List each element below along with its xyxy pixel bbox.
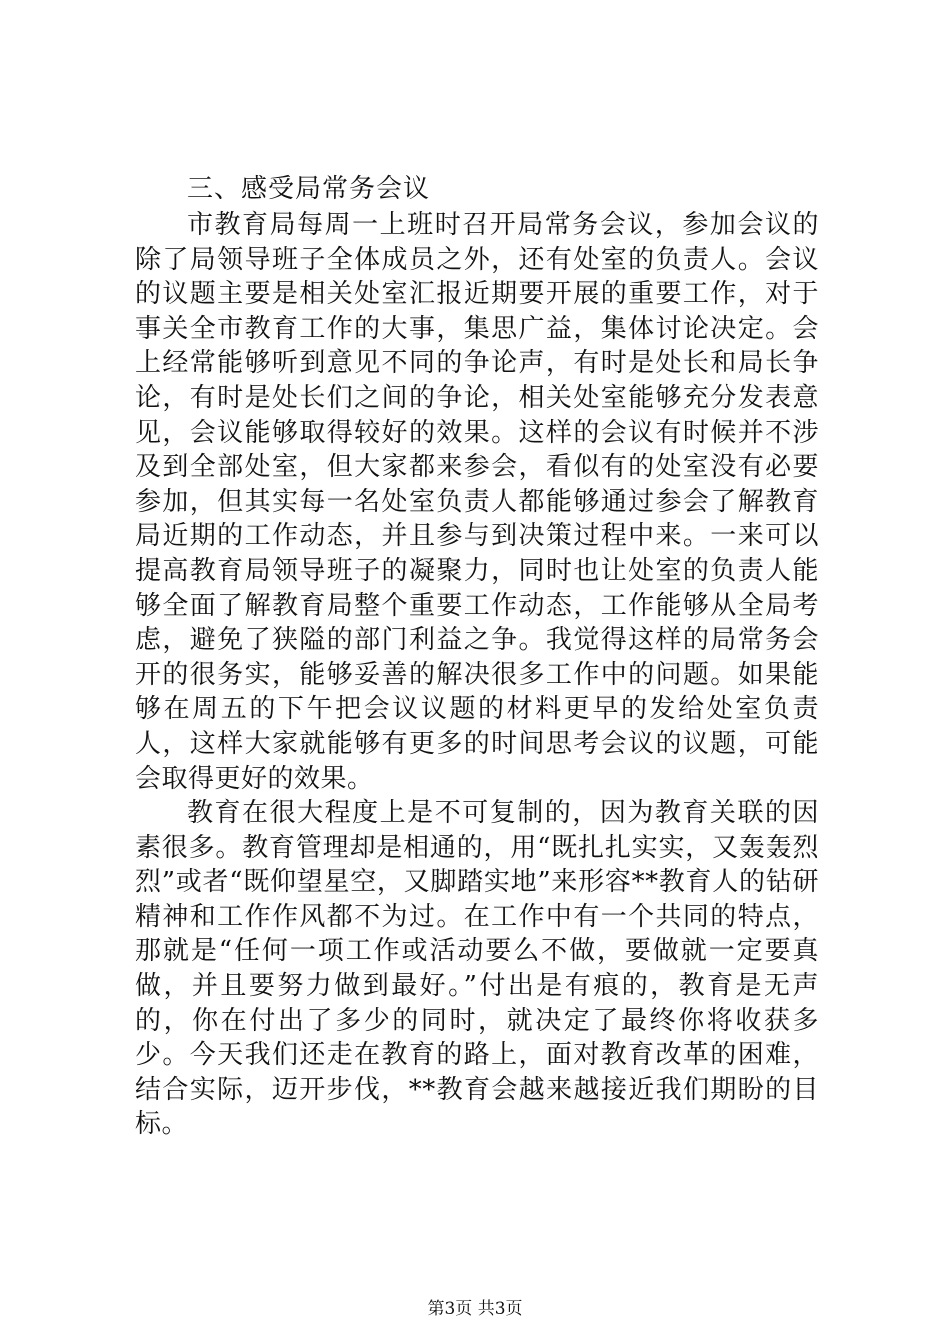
body-paragraph-1: 市教育局每周一上班时召开局常务会议，参加会议的除了局领导班子全体成员之外，还有处室的负责人。会议的议题主要是相关处室汇报近期要开展的重要工作，对于事关全市教育工作的大事，集思广益，集体讨论决定。会上经常能够听到意见不同的争论声，有时是处长和局长争论，有时是处长们之间的争论，相关处室能够充分发表意见，会议能够取得较好的效果。这样的会议有时候并不涉及到全部处室，但大家都来参会，看似有的处室没有必要参加，但其实每一名处室负责人都能够通过参会了解教育局近期的工作动态，并且参与到决策过程中来。一来可以提高教育局领导班子的凝聚力，同时也让处室的负责人能够全面了解教育局整个重要工作动态，工作能够从全局考虑，避免了狭隘的部门利益之争。我觉得这样的局常务会开的很务实，能够妥善的解决很多工作中的问题。如果能够在周五的下午把会议议题的材料更早的发给处室负责人，这样大家就能够有更多的时间思考会议的议题，可能会取得更好的效果。	[135, 210, 819, 794]
body-paragraph-2: 教育在很大程度上是不可复制的，因为教育关联的因素很多。教育管理却是相通的，用“既扎扎实实，又轰轰烈烈”或者“既仰望星空，又脚踏实地”来形容**教育人的钻研精神和工作作风都不为过。在工作中有一个共同的特点，那就是“任何一项工作或活动要么不做，要做就一定要真做，并且要努力做到最好。”付出是有痕的，教育是无声的，你在付出了多少的同时，就决定了最终你将收获多少。今天我们还走在教育的路上，面对教育改革的困难，结合实际，迈开步伐，**教育会越来越接近我们期盼的目标。	[135, 798, 819, 1140]
document-body	[135, 172, 819, 1142]
page-number-footer: 第3页 共3页	[427, 1299, 523, 1319]
section-heading: 三、感受局常务会议	[187, 174, 431, 204]
